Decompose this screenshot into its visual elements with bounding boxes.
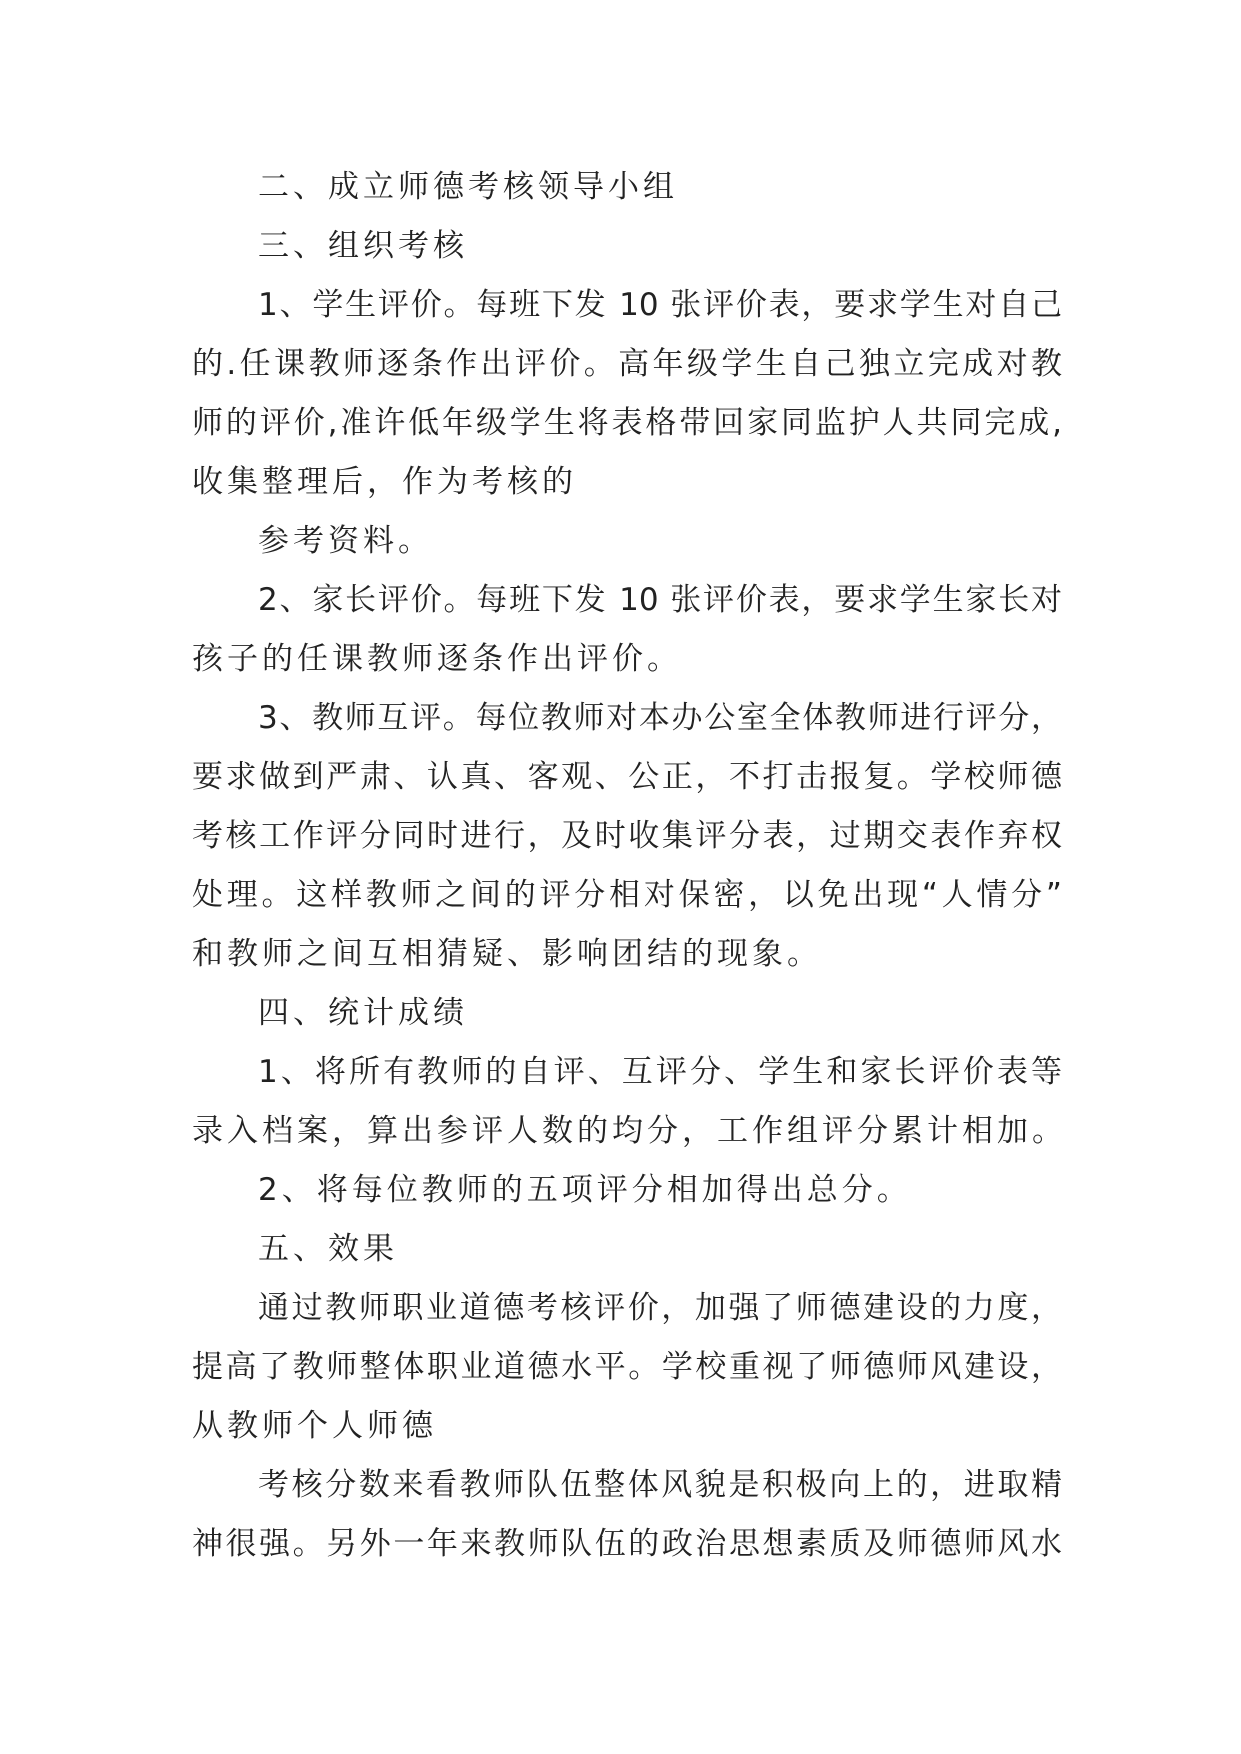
paragraph-line: 和教师之间互相猜疑、影响团结的现象。 [192,936,822,972]
paragraph-line: 2、家长评价。每班下发 10 张评价表，要求学生家长对 [258,582,1062,618]
paragraph-line: 2、将每位教师的五项评分相加得出总分。 [258,1172,912,1208]
document-body [192,158,1067,1574]
paragraph-line: 通过教师职业道德考核评价，加强了师德建设的力度， [258,1290,1062,1326]
paragraph-line: 参考资料。 [258,523,433,559]
paragraph-line: 提高了教师整体职业道德水平。学校重视了师德师风建设， [192,1349,1062,1385]
paragraph-line: 的.任课教师逐条作出评价。高年级学生自己独立完成对教 [192,346,1062,382]
paragraph-line: 师的评价,准许低年级学生将表格带回家同监护人共同完成, [192,405,1062,441]
paragraph-line: 孩子的任课教师逐条作出评价。 [192,641,682,677]
paragraph-line: 处理。这样教师之间的评分相对保密，以免出现“人情分” [192,877,1062,913]
paragraph-line: 3、教师互评。每位教师对本办公室全体教师进行评分， [258,700,1062,736]
paragraph-line: 收集整理后，作为考核的 [192,464,577,500]
paragraph-line: 录入档案，算出参评人数的均分，工作组评分累计相加。 [192,1113,1067,1149]
paragraph-line: 要求做到严肃、认真、客观、公正，不打击报复。学校师德 [192,759,1062,795]
paragraph-line: 1、将所有教师的自评、互评分、学生和家长评价表等 [258,1054,1062,1090]
paragraph-line: 从教师个人师德 [192,1408,437,1444]
paragraph-line: 1、学生评价。每班下发 10 张评价表，要求学生对自己 [258,287,1062,323]
section-heading-organize-assessment: 三、组织考核 [258,228,468,264]
section-heading-effect: 五、效果 [258,1231,398,1267]
section-heading-statistics: 四、统计成绩 [258,995,468,1031]
section-heading-leadership-group: 二、成立师德考核领导小组 [258,169,678,205]
paragraph-line: 考核工作评分同时进行，及时收集评分表，过期交表作弃权 [192,818,1062,854]
paragraph-line: 神很强。另外一年来教师队伍的政治思想素质及师德师风水 [192,1526,1062,1562]
paragraph-line: 考核分数来看教师队伍整体风貌是积极向上的，进取精 [258,1467,1062,1503]
